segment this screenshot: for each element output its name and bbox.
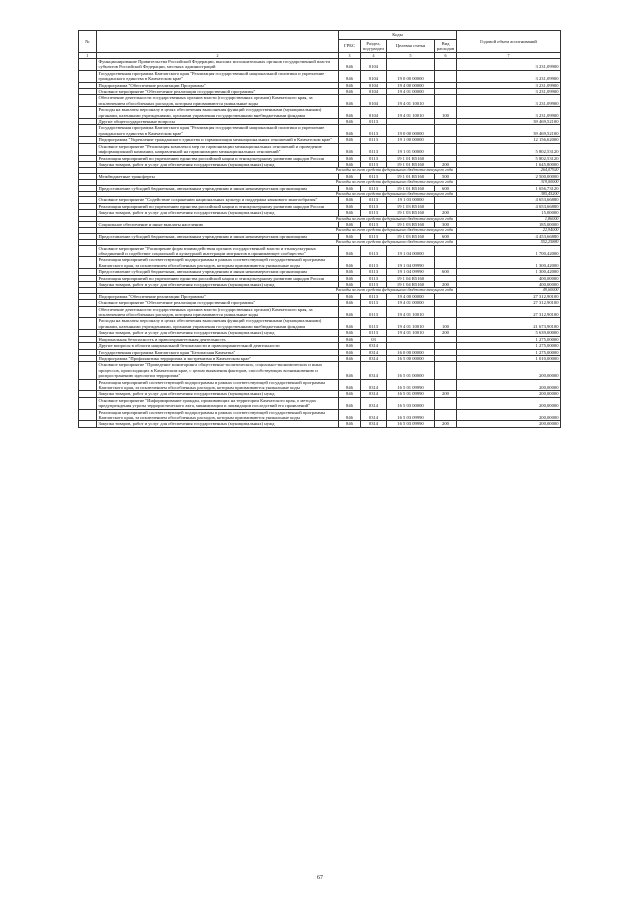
- cell-vr: 200: [435, 391, 457, 397]
- cell-target: 19 1 04 09990: [387, 269, 435, 275]
- cell-grbs: 846: [339, 137, 361, 143]
- cell-amount: 200,00000: [457, 409, 561, 421]
- cell-section: 0314: [361, 362, 387, 379]
- header-grbs: ГРБС: [339, 40, 361, 53]
- cell-amount: 1 700,42000: [457, 245, 561, 257]
- cell-target: 19 1 04 00000: [387, 245, 435, 257]
- cell-grbs: 846: [339, 82, 361, 88]
- cell-num: [79, 409, 97, 421]
- cell-name: Основное мероприятие "Обеспечение реализации государственной программы": [97, 89, 339, 95]
- cell-name: Основное мероприятие "Обеспечение реализации государственной программы": [97, 300, 339, 306]
- cell-num: [79, 318, 97, 330]
- cell-target: 16 5 00 00000: [387, 355, 435, 361]
- cell-amount: 1 010,00000: [457, 355, 561, 361]
- cell-num: [79, 245, 97, 257]
- cell-grbs: 846: [339, 119, 361, 125]
- table-row: [79, 362, 561, 379]
- cell-amount: 39 469,52100: [457, 119, 561, 125]
- cell-target: 19 1 01 R5160: [387, 173, 435, 179]
- cell-target: 19 4 00 00000: [387, 82, 435, 88]
- cell-amount: 1 275,00000: [457, 336, 561, 342]
- cell-name: Закупка товаров, работ и услуг для обеспечения государственных (муниципальных) нужд: [97, 210, 339, 216]
- cell-num: [79, 362, 97, 379]
- cell-target: [387, 59, 435, 71]
- cell-amount: 3 231,09900: [457, 82, 561, 88]
- cell-vr: [435, 409, 457, 421]
- cell-vr: 300: [435, 221, 457, 227]
- cell-target: 16 5 03 00000: [387, 397, 435, 409]
- cell-target: 16 5 03 09990: [387, 421, 435, 427]
- table-row: [79, 125, 561, 137]
- cell-grbs: 846: [339, 349, 361, 355]
- cell-name: Государственная программа Камчатского края "Безопасная Камчатка": [97, 349, 339, 355]
- cell-amount: 200,00000: [457, 362, 561, 379]
- cell-amount: 200,00000: [457, 397, 561, 409]
- cell-name: Расходы на выплаты персоналу в целях обеспечения выполнения функций государственными (муниципальными) органами, казенными учреждениями, органами управления государственными внебюджетными фондами: [97, 318, 339, 330]
- cell-target: 19 1 00 00000: [387, 137, 435, 143]
- cell-name: Расходы на выплаты персоналу в целях обеспечения выполнения функций государственными (муниципальными) органами, казенными учреждениями, органами управления государственными внебюджетными фондами: [97, 107, 339, 119]
- cell-vr: [435, 59, 457, 71]
- cell-grbs: 846: [339, 330, 361, 336]
- cell-amount: 5 639,00000: [457, 330, 561, 336]
- cell-target: 19 1 03 R5160: [387, 221, 435, 227]
- cell-grbs: 846: [339, 362, 361, 379]
- cell-vr: 100: [435, 107, 457, 119]
- cell-target: 19 4 00 00000: [387, 293, 435, 299]
- table-row: [79, 95, 561, 107]
- cell-vr: [435, 125, 457, 137]
- cell-grbs: 846: [339, 89, 361, 95]
- cell-grbs: 846: [339, 210, 361, 216]
- cell-target: 16 5 03 09990: [387, 409, 435, 421]
- cell-name: Государственная программа Камчатского края "Реализация государственной национальной политики и укрепление гражданского единства в Камчатском крае": [97, 125, 339, 137]
- cell-grbs: 846: [339, 257, 361, 269]
- cell-section: 0113: [361, 119, 387, 125]
- cell-num: [79, 257, 97, 269]
- cell-grbs: 846: [339, 343, 361, 349]
- cell-section: 0113: [361, 300, 387, 306]
- cell-amount: 27 312,90100: [457, 293, 561, 299]
- cell-target: 19 1 03 R5160: [387, 203, 435, 209]
- cell-section: 0113: [361, 173, 387, 179]
- cell-grbs: 846: [339, 125, 361, 137]
- cell-amount: 552,25880: [457, 240, 561, 245]
- cell-target: 19 4 01 10010: [387, 306, 435, 318]
- cell-amount: 200,00000: [457, 379, 561, 391]
- cell-name: Подпрограмма "Обеспечение реализации Программы": [97, 82, 339, 88]
- cell-num: [79, 397, 97, 409]
- cell-section: 0113: [361, 210, 387, 216]
- table-row: [79, 59, 561, 71]
- cell-target: 19 1 01 R5160: [387, 185, 435, 191]
- cell-target: 19 4 01 00000: [387, 89, 435, 95]
- cell-vr: 200: [435, 330, 457, 336]
- federal-label: Расходы за счет средств федерального бюджета текущего года: [97, 288, 457, 293]
- cell-amount: 3 231,09900: [457, 89, 561, 95]
- cell-vr: [435, 95, 457, 107]
- table-row: [79, 318, 561, 330]
- federal-label: Расходы за счет средств федерального бюджета текущего года: [97, 240, 457, 245]
- table-row: [79, 421, 561, 427]
- cell-num: [79, 306, 97, 318]
- cell-grbs: 846: [339, 269, 361, 275]
- cell-amount: 3 231,09900: [457, 59, 561, 71]
- federal-label: Расходы за счет средств федерального бюджета текущего года: [97, 168, 457, 173]
- cell-section: 0104: [361, 107, 387, 119]
- cell-vr: [435, 143, 457, 155]
- budget-table: [78, 30, 561, 428]
- cell-target: 16 5 01 00000: [387, 362, 435, 379]
- cell-section: 0113: [361, 143, 387, 155]
- cell-name: Реализация мероприятий по укреплению единства российской нации и этнокультурному развитию народов России: [97, 155, 339, 161]
- cell-target: 16 0 00 00000: [387, 349, 435, 355]
- cell-num: [79, 421, 97, 427]
- cell-name: Основное мероприятие "Информирование граждан, проживающих на территории Камчатского края, о методах предупреждения угрозы террористического акта, минимизации и ликвидации последствий его проявлений": [97, 397, 339, 409]
- cell-grbs: 846: [339, 155, 361, 161]
- cell-section: 0113: [361, 221, 387, 227]
- cell-grbs: 846: [339, 293, 361, 299]
- cell-name: Обеспечение деятельности государственных органов власти (государственных органов) Камчатского края, за исключением обособленных расходов, которым присваиваются уникальные коды: [97, 95, 339, 107]
- cell-name: Государственная программа Камчатского края "Реализация государственной национальной политики и укрепление гражданского единства в Камчатском крае": [97, 70, 339, 82]
- cell-name: Закупка товаров, работ и услуг для обеспечения государственных (муниципальных) нужд: [97, 330, 339, 336]
- cell-section: 0113: [361, 137, 387, 143]
- cell-section: 0113: [361, 269, 387, 275]
- cell-target: 19 4 01 00000: [387, 300, 435, 306]
- cell-name: Предоставление субсидий бюджетным, автономным учреждениям и иным некоммерческим организациям: [97, 233, 339, 239]
- cell-grbs: 846: [339, 282, 361, 288]
- page-number: 67: [317, 875, 323, 881]
- header-codes: Коды: [339, 31, 457, 40]
- table-body: [79, 59, 561, 428]
- cell-name: Основное мероприятие "Реализация комплекса мер по гармонизации межнациональных отношений и проведение информационной кампании, направленной на гармонизацию межнациональных отношений": [97, 143, 339, 155]
- colnum: 5: [387, 53, 435, 59]
- cell-grbs: 846: [339, 355, 361, 361]
- cell-amount: 3 231,09900: [457, 95, 561, 107]
- federal-label: Расходы за счет средств федерального бюджета текущего года: [97, 191, 457, 196]
- cell-section: 0314: [361, 409, 387, 421]
- cell-section: 0104: [361, 59, 387, 71]
- cell-name: Реализация мероприятий по укреплению единства российской нации и этнокультурному развитию народов России: [97, 203, 339, 209]
- cell-num: [79, 125, 97, 137]
- cell-section: 0113: [361, 293, 387, 299]
- cell-amount: 12 156,62000: [457, 137, 561, 143]
- cell-amount: 22,94000: [457, 228, 561, 233]
- cell-amount: 4 453,66880: [457, 233, 561, 239]
- cell-vr: [435, 245, 457, 257]
- cell-section: 0314: [361, 421, 387, 427]
- colnum: 2: [97, 53, 339, 59]
- cell-vr: 600: [435, 185, 457, 191]
- cell-section: 0113: [361, 275, 387, 281]
- cell-name: Межбюджетные трансферты: [97, 173, 339, 179]
- header-num: №: [79, 31, 97, 53]
- federal-label: Расходы за счет средств федерального бюджета текущего года: [97, 216, 457, 221]
- cell-grbs: 846: [339, 233, 361, 239]
- cell-target: 19 1 01 00000: [387, 143, 435, 155]
- cell-amount: 264,07920: [457, 168, 561, 173]
- cell-amount: 49,60000: [457, 288, 561, 293]
- cell-name: Реализация мероприятий соответствующей подпрограммы в рамках соответствующей государственной программы Камчатского края, за исключением обособленных расходов, которым присваиваются уникальные коды: [97, 379, 339, 391]
- budget-table-page: [78, 30, 560, 428]
- table-header-row: [79, 31, 561, 40]
- cell-amount: 2 500,00000: [457, 173, 561, 179]
- cell-name: Предоставление субсидий бюджетным, автономным учреждениям и иным некоммерческим организациям: [97, 269, 339, 275]
- cell-amount: 1 275,00000: [457, 349, 561, 355]
- cell-section: 0113: [361, 155, 387, 161]
- cell-grbs: 846: [339, 421, 361, 427]
- cell-name: Основное мероприятие "Расширение форм взаимодействия органов государственной власти и этнокультурных объединений и содействие социальной и культурной интеграции мигрантов в принимающее сообщество": [97, 245, 339, 257]
- cell-section: 0113: [361, 282, 387, 288]
- cell-target: 19 1 03 R5160: [387, 233, 435, 239]
- cell-vr: 200: [435, 210, 457, 216]
- colnum: 1: [79, 53, 97, 59]
- cell-target: 19 4 01 10010: [387, 107, 435, 119]
- cell-section: 0113: [361, 306, 387, 318]
- cell-vr: 500: [435, 173, 457, 179]
- cell-amount: 27 312,90100: [457, 300, 561, 306]
- cell-vr: 200: [435, 161, 457, 167]
- cell-target: 19 4 01 10010: [387, 318, 435, 330]
- cell-target: 19 0 00 00000: [387, 70, 435, 82]
- cell-name: Реализация мероприятий соответствующей подпрограммы в рамках соответствующей государственной программы Камчатского края, за исключением обособленных расходов, которым присваиваются уникальные коды: [97, 409, 339, 421]
- cell-amount: 5 802,53120: [457, 143, 561, 155]
- cell-vr: 600: [435, 269, 457, 275]
- cell-num: [79, 107, 97, 119]
- cell-grbs: 846: [339, 59, 361, 71]
- cell-name: Функционирование Правительства Российской Федерации, высших исполнительных органов государственной власти субъектов Российской Федерации, местных администраций: [97, 59, 339, 71]
- cell-target: 19 1 04 R5160: [387, 282, 435, 288]
- cell-name: Закупка товаров, работ и услуг для обеспечения государственных (муниципальных) нужд: [97, 161, 339, 167]
- cell-amount: 27 312,90100: [457, 306, 561, 318]
- cell-section: 0113: [361, 245, 387, 257]
- cell-amount: 4 653,66880: [457, 203, 561, 209]
- cell-section: 0314: [361, 397, 387, 409]
- cell-amount: 1,86000: [457, 216, 561, 221]
- cell-target: 19 4 01 10010: [387, 95, 435, 107]
- cell-grbs: 846: [339, 143, 361, 155]
- table-row: [79, 257, 561, 269]
- cell-vr: 200: [435, 421, 457, 427]
- cell-section: 0314: [361, 343, 387, 349]
- cell-grbs: 846: [339, 397, 361, 409]
- cell-amount: 400,00000: [457, 282, 561, 288]
- table-row: [79, 397, 561, 409]
- cell-name: Другие общегосударственные вопросы: [97, 119, 339, 125]
- cell-target: 19 1 04 R5160: [387, 275, 435, 281]
- cell-num: [79, 379, 97, 391]
- cell-vr: [435, 397, 457, 409]
- cell-grbs: 846: [339, 221, 361, 227]
- cell-grbs: 846: [339, 306, 361, 318]
- cell-section: 0113: [361, 318, 387, 330]
- cell-target: 19 1 01 R5160: [387, 161, 435, 167]
- table-row: [79, 245, 561, 257]
- cell-grbs: 846: [339, 318, 361, 330]
- cell-grbs: 846: [339, 300, 361, 306]
- cell-section: 0113: [361, 197, 387, 203]
- cell-vr: 100: [435, 318, 457, 330]
- colnum: 6: [435, 53, 457, 59]
- cell-target: 16 5 01 09990: [387, 379, 435, 391]
- cell-vr: [435, 306, 457, 318]
- cell-amount: 21 673,90100: [457, 318, 561, 330]
- cell-name: Подпрограмма "Обеспечение реализации Программы": [97, 293, 339, 299]
- header-section: Раздел, под-раздел: [361, 40, 387, 53]
- federal-label: Расходы за счет средств федерального бюджета текущего года: [97, 180, 457, 185]
- cell-amount: 200,00000: [457, 421, 561, 427]
- cell-target: 19 1 01 R5160: [387, 155, 435, 161]
- cell-num: [79, 95, 97, 107]
- cell-grbs: 846: [339, 197, 361, 203]
- cell-name: Обеспечение деятельности государственных органов власти (государственных органов) Камчатского края, за исключением обособленных расходов, которым присваиваются уникальные коды: [97, 306, 339, 318]
- cell-amount: 400,00000: [457, 275, 561, 281]
- cell-num: [79, 143, 97, 155]
- cell-vr: [435, 257, 457, 269]
- cell-name: Национальная безопасность и правоохранительная деятельность: [97, 336, 339, 342]
- cell-section: 0113: [361, 185, 387, 191]
- cell-amount: 319,00000: [457, 180, 561, 185]
- cell-target: 19 0 00 00000: [387, 125, 435, 137]
- cell-section: 0113: [361, 233, 387, 239]
- cell-section: 0113: [361, 125, 387, 137]
- cell-target: 16 5 01 09990: [387, 391, 435, 397]
- cell-grbs: 846: [339, 245, 361, 257]
- cell-grbs: 846: [339, 95, 361, 107]
- cell-section: 03: [361, 336, 387, 342]
- cell-grbs: 846: [339, 107, 361, 119]
- cell-section: 0104: [361, 82, 387, 88]
- cell-name: Предоставление субсидий бюджетным, автономным учреждениям и иным некоммерческим организациям: [97, 185, 339, 191]
- cell-section: 0113: [361, 257, 387, 269]
- cell-target: 19 1 03 R5160: [387, 210, 435, 216]
- colnum: 4: [361, 53, 387, 59]
- cell-vr: [435, 362, 457, 379]
- cell-grbs: 846: [339, 161, 361, 167]
- cell-name: Основное мероприятие "Проведение мониторинга общественно-политических, социально-экономических и иных процессов, происходящих в Камчатском крае, с целью выявления факторов, способствующих возникновению и распространению идеологии терроризма": [97, 362, 339, 379]
- cell-amount: 5 802,53120: [457, 155, 561, 161]
- cell-grbs: 846: [339, 185, 361, 191]
- cell-grbs: 846: [339, 70, 361, 82]
- cell-amount: 1 656,73120: [457, 185, 561, 191]
- cell-name: Социальное обеспечение и иные выплаты населению: [97, 221, 339, 227]
- cell-name: Закупка товаров, работ и услуг для обеспечения государственных (муниципальных) нужд: [97, 421, 339, 427]
- cell-name: Другие вопросы в области национальной безопасности и правоохранительной деятельности: [97, 343, 339, 349]
- cell-target: 19 4 01 10010: [387, 330, 435, 336]
- cell-vr: [435, 379, 457, 391]
- cell-grbs: 846: [339, 379, 361, 391]
- cell-section: 0104: [361, 70, 387, 82]
- cell-grbs: 846: [339, 391, 361, 397]
- header-amount: Годовой объем ассигнований: [457, 31, 561, 53]
- cell-grbs: 846: [339, 336, 361, 342]
- cell-vr: 200: [435, 282, 457, 288]
- cell-name: Закупка товаров, работ и услуг для обеспечения государственных (муниципальных) нужд: [97, 391, 339, 397]
- header-name: [97, 31, 339, 53]
- federal-label: Расходы за счет средств федерального бюджета текущего года: [97, 228, 457, 233]
- cell-vr: [435, 70, 457, 82]
- header-vr: Вид расходов: [435, 40, 457, 53]
- cell-amount: 4 653,66880: [457, 197, 561, 203]
- cell-amount: 185,00000: [457, 221, 561, 227]
- cell-target: 19 1 04 09990: [387, 257, 435, 269]
- table-row: [79, 70, 561, 82]
- table-row: [79, 143, 561, 155]
- cell-target: 19 1 03 00000: [387, 197, 435, 203]
- cell-name: Реализация мероприятий по укреплению единства российской нации и этнокультурному развитию народов России: [97, 275, 339, 281]
- cell-amount: 1 300,42000: [457, 257, 561, 269]
- cell-section: 0113: [361, 330, 387, 336]
- cell-amount: 1 300,42000: [457, 269, 561, 275]
- colnum: 3: [339, 53, 361, 59]
- cell-name: Подпрограмма "Укрепление гражданского единства и гармонизация межнациональных отношений в Камчатском крае": [97, 137, 339, 143]
- cell-amount: 1 645,80000: [457, 161, 561, 167]
- cell-grbs: 846: [339, 275, 361, 281]
- cell-num: [79, 70, 97, 82]
- table-row: [79, 107, 561, 119]
- cell-section: 0314: [361, 379, 387, 391]
- colnum: 7: [457, 53, 561, 59]
- cell-amount: 1 275,00000: [457, 343, 561, 349]
- cell-amount: 3 231,09900: [457, 107, 561, 119]
- cell-section: 0113: [361, 203, 387, 209]
- cell-section: 0104: [361, 95, 387, 107]
- cell-grbs: 846: [339, 203, 361, 209]
- table-row: [79, 306, 561, 318]
- table-row: [79, 379, 561, 391]
- cell-section: 0314: [361, 391, 387, 397]
- cell-section: 0113: [361, 161, 387, 167]
- cell-name: Закупка товаров, работ и услуг для обеспечения государственных (муниципальных) нужд: [97, 282, 339, 288]
- cell-section: 0314: [361, 349, 387, 355]
- cell-name: Основное мероприятие "Содействие сохранению национальных культур и поддержка языкового многообразия": [97, 197, 339, 203]
- cell-name: Реализация мероприятий соответствующей подпрограммы в рамках соответствующей государственной программы Камчатского края, за исключением обособленных расходов, которым присваиваются уникальные коды: [97, 257, 339, 269]
- cell-grbs: 846: [339, 409, 361, 421]
- table-row: [79, 409, 561, 421]
- cell-amount: 15,00000: [457, 210, 561, 216]
- cell-amount: 3 231,09900: [457, 70, 561, 82]
- cell-section: 0104: [361, 89, 387, 95]
- cell-amount: 200,00000: [457, 391, 561, 397]
- cell-name: Подпрограмма "Профилактика терроризма и экстремизма в Камчатском крае": [97, 355, 339, 361]
- cell-grbs: 846: [339, 173, 361, 179]
- cell-amount: 385,45200: [457, 191, 561, 196]
- cell-num: [79, 59, 97, 71]
- cell-vr: 600: [435, 233, 457, 239]
- cell-section: 0314: [361, 355, 387, 361]
- header-target: Целевая статья: [387, 40, 435, 53]
- cell-amount: 39 469,52100: [457, 125, 561, 137]
